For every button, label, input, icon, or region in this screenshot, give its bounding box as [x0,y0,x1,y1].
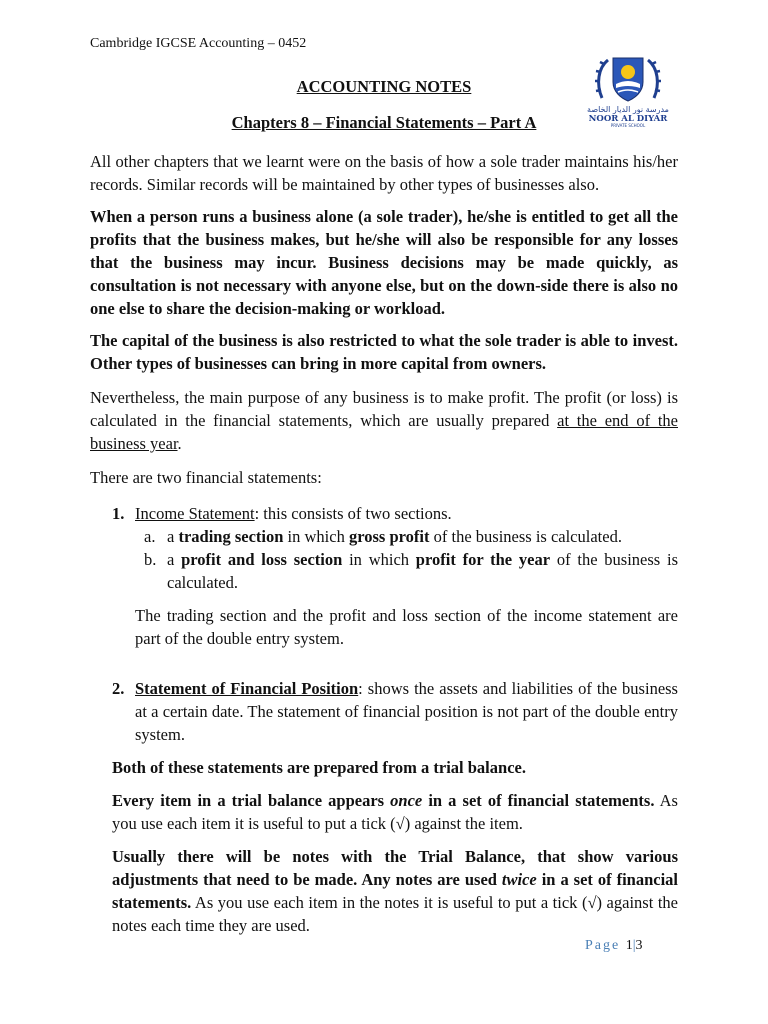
financial-position-term: Statement of Financial Position [135,679,359,698]
svg-text:PRIVATE SCHOOL: PRIVATE SCHOOL [610,123,646,128]
income-statement-note: The trading section and the profit and loss section of the income statement are part of the double entry system. [135,606,678,648]
end-of-year-underlined: at the end of the business year [90,411,678,453]
twice-paragraph: Usually there will be notes with the Trial Balance, that show various adjustments that need to be made. Any notes are used twice in a set of financial statements. As you use each item in the notes it is useful to put a tick (√) against the notes each time they are used. [112,847,679,935]
two-statements-intro: There are two financial statements: [90,468,322,487]
body-text [90,150,678,937]
income-statement-term: Income Statement [135,504,255,523]
sole-trader-paragraph: When a person runs a business alone (a sole trader), he/she is entitled to get all the profits that the business makes, but he/she will also be responsible for any losses that the business may incur. Business decisions may be made quickly, as consultation is not necessary with anyone else, but on the down-side there is also no one else to share the decision-making or workload. [90,207,678,318]
list-item-income-statement: 1. Income Statement: this consists of two sections. [112,504,452,523]
sublist-item-b: b. a profit and loss section in which profit for the year of the business is calculated. [144,550,678,592]
intro-paragraph: All other chapters that we learnt were on the basis of how a sole trader maintains his/her records. Similar records will be maintained by other types of businesses also. [90,152,678,194]
capital-paragraph: The capital of the business is also restricted to what the sole trader is able to invest. Other types of businesses can bring in more capital from owners. [90,331,678,373]
document-title: ACCOUNTING NOTES [296,77,472,96]
trial-balance-sentence: Both of these statements are prepared from a trial balance. [112,758,526,777]
list-number: 1. [112,504,125,523]
once-paragraph: Every item in a trial balance appears once in a set of financial statements. As you use each item it is useful to put a tick (√) against the item. [112,791,678,833]
page-footer: Page 1|3 [585,938,643,953]
svg-text:NOOR AL DIYAR: NOOR AL DIYAR [588,114,668,124]
list-number: 2. [112,679,125,698]
running-head: Cambridge IGCSE Accounting – 0452 [90,36,307,51]
purpose-paragraph: Nevertheless, the main purpose of any business is to make profit. The profit (or loss) is calculated in the financial statements, which are usually prepared at the end of the business year. [90,388,678,453]
svg-text:مدرسة نور الديار الخاصة: مدرسة نور الديار الخاصة [587,105,669,114]
closing-notes [90,756,678,937]
chapter-title: Chapters 8 – Financial Statements – Part A [231,113,537,132]
sublist-item-a: a. a trading section in which gross profit of the business is calculated. [144,527,622,546]
list-item-financial-position: 2. Statement of Financial Position: shows the assets and liabilities of the business at a certain date. The statement of financial position is not part of the double entry system. [112,679,678,744]
